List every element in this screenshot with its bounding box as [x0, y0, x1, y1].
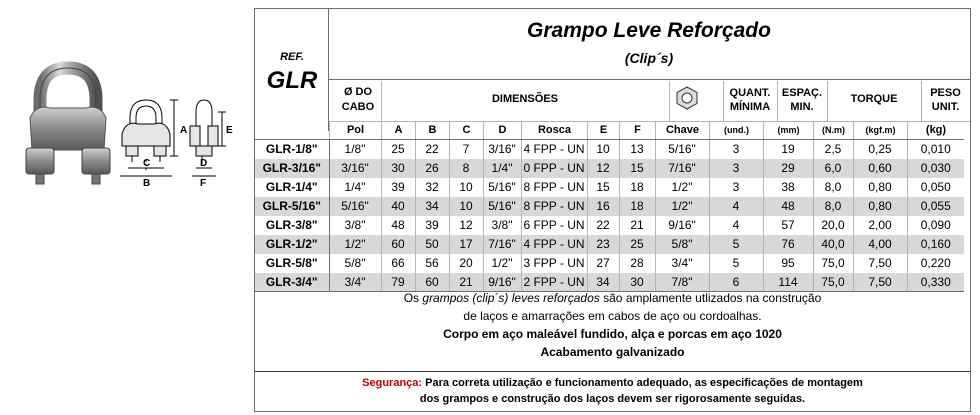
header-dimensoes: DIMENSÕES [491, 93, 558, 105]
cell-b: 60 [415, 273, 449, 292]
hdr-sep-5 [827, 81, 828, 121]
title-divider [329, 79, 970, 80]
subheader-cell: D [483, 121, 521, 139]
cell-chave: 1/2" [655, 197, 709, 216]
cell-quant: 6 [709, 273, 763, 292]
cell-quant: 5 [709, 235, 763, 254]
cell-d: 1/2" [483, 254, 521, 273]
cell-chave: 3/4" [655, 254, 709, 273]
cell-kgf: 4,00 [853, 235, 907, 254]
cell-pol: 3/8" [329, 216, 381, 235]
cell-rosca: 4 FPP - UN [521, 140, 587, 159]
cell-espac: 76 [763, 235, 813, 254]
subheader-cell: Pol [329, 121, 381, 139]
cell-e: 34 [587, 273, 619, 292]
cell-peso: 0,090 [907, 216, 964, 235]
cell-pol: 1/2" [329, 235, 381, 254]
cell-ref: GLR-3/16" [255, 159, 329, 178]
cell-ref: GLR-1/2" [255, 235, 329, 254]
header-espac-top: ESPAÇ. [781, 87, 823, 99]
cell-e: 15 [587, 178, 619, 197]
cell-ref: GLR-1/8" [255, 140, 329, 159]
cell-quant: 3 [709, 140, 763, 159]
table-row [255, 178, 964, 197]
cell-c: 7 [449, 140, 483, 159]
cell-chave: 5/16" [655, 140, 709, 159]
header-diam [335, 86, 381, 113]
cell-ref: GLR-5/16" [255, 197, 329, 216]
cell-chave: 9/16" [655, 216, 709, 235]
cell-e: 22 [587, 216, 619, 235]
cell-pol: 5/16" [329, 197, 381, 216]
cell-e: 10 [587, 140, 619, 159]
cell-nm: 2,5 [813, 140, 853, 159]
cell-peso: 0,220 [907, 254, 964, 273]
header-peso-top: PESO [930, 87, 961, 99]
table-row [255, 254, 964, 273]
ref-label: REF. [280, 51, 304, 63]
header-quant [723, 87, 777, 113]
clip-drawing [0, 0, 252, 415]
header-diam-top: Ø DO [343, 86, 373, 98]
warning-line-2: dos grampos e construção dos laços devem ser rigorosamente seguidas. [419, 393, 806, 405]
cell-f: 28 [619, 254, 655, 273]
cell-quant: 3 [709, 178, 763, 197]
cell-nm: 20,0 [813, 216, 853, 235]
page-title: Grampo Leve Reforçado [527, 19, 771, 42]
ref-code: GLR [266, 67, 318, 94]
subheader-cell: (kgf.m) [853, 121, 907, 139]
cell-f: 13 [619, 140, 655, 159]
cell-kgf: 0,60 [853, 159, 907, 178]
cell-f: 18 [619, 178, 655, 197]
dim-label-c: C [143, 158, 151, 169]
cell-nm: 6,0 [813, 159, 853, 178]
cell-kgf: 2,00 [853, 216, 907, 235]
cell-chave: 7/8" [655, 273, 709, 292]
cell-peso: 0,030 [907, 159, 964, 178]
cell-espac: 38 [763, 178, 813, 197]
spec-card [254, 8, 971, 412]
header-quant-bottom: MÍNIMA [729, 101, 771, 113]
cell-a: 66 [381, 254, 415, 273]
cell-c: 20 [449, 254, 483, 273]
cell-a: 39 [381, 178, 415, 197]
cell-b: 26 [415, 159, 449, 178]
cell-b: 39 [415, 216, 449, 235]
cell-b: 56 [415, 254, 449, 273]
cell-kgf: 0,25 [853, 140, 907, 159]
cell-espac: 19 [763, 140, 813, 159]
desc-line-1b: grampos (clip´s) leves reforçados [422, 291, 600, 305]
subheader-cell: (und.) [709, 121, 763, 139]
cell-ref: GLR-3/4" [255, 273, 329, 292]
dim-label-b: B [143, 178, 151, 189]
cell-pol: 1/8" [329, 140, 381, 159]
cell-peso: 0,160 [907, 235, 964, 254]
cell-rosca: 4 FPP - UN [521, 235, 587, 254]
subheader-cell: B [415, 121, 449, 139]
subheader-cell: Rosca [521, 121, 587, 139]
cell-espac: 57 [763, 216, 813, 235]
cell-a: 60 [381, 235, 415, 254]
desc-line-1c: são amplamente utlizados na construção [599, 291, 822, 305]
cell-rosca: 6 FPP - UN [521, 216, 587, 235]
cell-quant: 5 [709, 254, 763, 273]
cell-quant: 3 [709, 159, 763, 178]
cell-rosca: 2 FPP - UN [521, 273, 587, 292]
cell-peso: 0,050 [907, 178, 964, 197]
dim-label-d: D [200, 158, 208, 169]
cell-ref: GLR-3/8" [255, 216, 329, 235]
cell-d: 9/16" [483, 273, 521, 292]
header-peso-bottom: UNIT. [931, 101, 960, 113]
warning-label: Segurança: [362, 377, 423, 389]
desc-line-3: Corpo em aço maleável fundido, alça e porcas em aço 1020 [443, 327, 782, 341]
cell-rosca: 8 FPP - UN [521, 197, 587, 216]
cell-d: 3/8" [483, 216, 521, 235]
cell-c: 10 [449, 197, 483, 216]
subheader-cell: C [449, 121, 483, 139]
cell-peso: 0,010 [907, 140, 964, 159]
cell-c: 17 [449, 235, 483, 254]
dim-label-f: F [200, 178, 207, 189]
header-espac-bottom: MIN. [790, 101, 814, 113]
cell-f: 18 [619, 197, 655, 216]
ref-box [255, 9, 329, 131]
cell-ref: GLR-5/8" [255, 254, 329, 273]
cell-nm: 75,0 [813, 273, 853, 292]
hdr-sep-6 [921, 81, 922, 121]
cell-a: 79 [381, 273, 415, 292]
cell-e: 12 [587, 159, 619, 178]
cell-pol: 1/4" [329, 178, 381, 197]
header-quant-top: QUANT. [729, 87, 771, 99]
cell-chave: 5/8" [655, 235, 709, 254]
hdr-sep-1 [381, 81, 382, 121]
cell-chave: 7/16" [655, 159, 709, 178]
cell-d: 3/16" [483, 140, 521, 159]
cell-kgf: 7,50 [853, 254, 907, 273]
cell-espac: 29 [763, 159, 813, 178]
safety-warning [255, 375, 970, 407]
cell-a: 25 [381, 140, 415, 159]
cell-nm: 8,0 [813, 178, 853, 197]
cell-peso: 0,055 [907, 197, 964, 216]
cell-pol: 5/8" [329, 254, 381, 273]
cell-f: 15 [619, 159, 655, 178]
cell-espac: 114 [763, 273, 813, 292]
cell-espac: 48 [763, 197, 813, 216]
table-row [255, 235, 964, 254]
table-row [255, 197, 964, 216]
cell-b: 22 [415, 140, 449, 159]
cell-quant: 4 [709, 197, 763, 216]
cell-a: 40 [381, 197, 415, 216]
desc-line-4: Acabamento galvanizado [540, 345, 685, 359]
subheader-cell: (mm) [763, 121, 813, 139]
cell-b: 34 [415, 197, 449, 216]
cell-d: 5/16" [483, 178, 521, 197]
subheader-cell: Chave [655, 121, 709, 139]
desc-line-2: de laços e amarrações em cabos de aço ou cordoalhas. [463, 309, 762, 323]
clip-photo [26, 68, 110, 184]
desc-line-1a: Os [403, 291, 423, 305]
subheader-cell: (N.m) [813, 121, 853, 139]
cell-e: 27 [587, 254, 619, 273]
header-espac [777, 87, 827, 113]
dim-label-a: A [180, 125, 188, 136]
description [255, 289, 970, 361]
table-row [255, 140, 964, 159]
cell-rosca: 0 FPP - UN [521, 159, 587, 178]
cell-e: 23 [587, 235, 619, 254]
cell-pol: 3/16" [329, 159, 381, 178]
subheader-cell: (kg) [907, 121, 964, 139]
subheader-cell: F [619, 121, 655, 139]
cell-c: 10 [449, 178, 483, 197]
warning-line-1: Para correta utilização e funcionamento adequado, as especificações de montagem [422, 377, 863, 389]
hdr-sep-4 [777, 81, 778, 121]
table-row [255, 216, 964, 235]
hdr-sep-3 [723, 81, 724, 121]
desc-line-1 [255, 289, 970, 307]
cell-kgf: 7,50 [853, 273, 907, 292]
cell-f: 30 [619, 273, 655, 292]
side-view-drawing [190, 100, 226, 176]
cell-a: 48 [381, 216, 415, 235]
cell-d: 7/16" [483, 235, 521, 254]
cell-chave: 1/2" [655, 178, 709, 197]
cell-a: 30 [381, 159, 415, 178]
spec-table [255, 139, 964, 292]
subheader-cell: E [587, 121, 619, 139]
cell-nm: 40,0 [813, 235, 853, 254]
cell-nm: 8,0 [813, 197, 853, 216]
page-subtitle: (Clip´s) [624, 50, 674, 66]
cell-peso: 0,330 [907, 273, 964, 292]
header-diam-bottom: CABO [341, 101, 375, 113]
cell-b: 32 [415, 178, 449, 197]
cell-f: 25 [619, 235, 655, 254]
cell-f: 21 [619, 216, 655, 235]
cell-quant: 4 [709, 216, 763, 235]
cell-c: 12 [449, 216, 483, 235]
cell-kgf: 0,80 [853, 197, 907, 216]
cell-nm: 75,0 [813, 254, 853, 273]
subheader-row [329, 121, 964, 139]
cell-b: 50 [415, 235, 449, 254]
cell-rosca: 3 FPP - UN [521, 254, 587, 273]
nut-icon [674, 85, 700, 111]
product-illustration [0, 0, 252, 415]
table-row [255, 159, 964, 178]
subheader-cell: A [381, 121, 415, 139]
cell-c: 8 [449, 159, 483, 178]
cell-e: 16 [587, 197, 619, 216]
hdr-sep-2 [669, 81, 670, 121]
cell-d: 5/16" [483, 197, 521, 216]
cell-pol: 3/4" [329, 273, 381, 292]
header-peso [921, 87, 970, 113]
dim-label-e: E [226, 125, 233, 136]
cell-d: 1/4" [483, 159, 521, 178]
cell-c: 21 [449, 273, 483, 292]
cell-kgf: 0,80 [853, 178, 907, 197]
cell-ref: GLR-1/4" [255, 178, 329, 197]
warning-divider [255, 371, 970, 372]
header-torque: TORQUE [850, 93, 898, 105]
cell-espac: 95 [763, 254, 813, 273]
cell-rosca: 8 FPP - UN [521, 178, 587, 197]
